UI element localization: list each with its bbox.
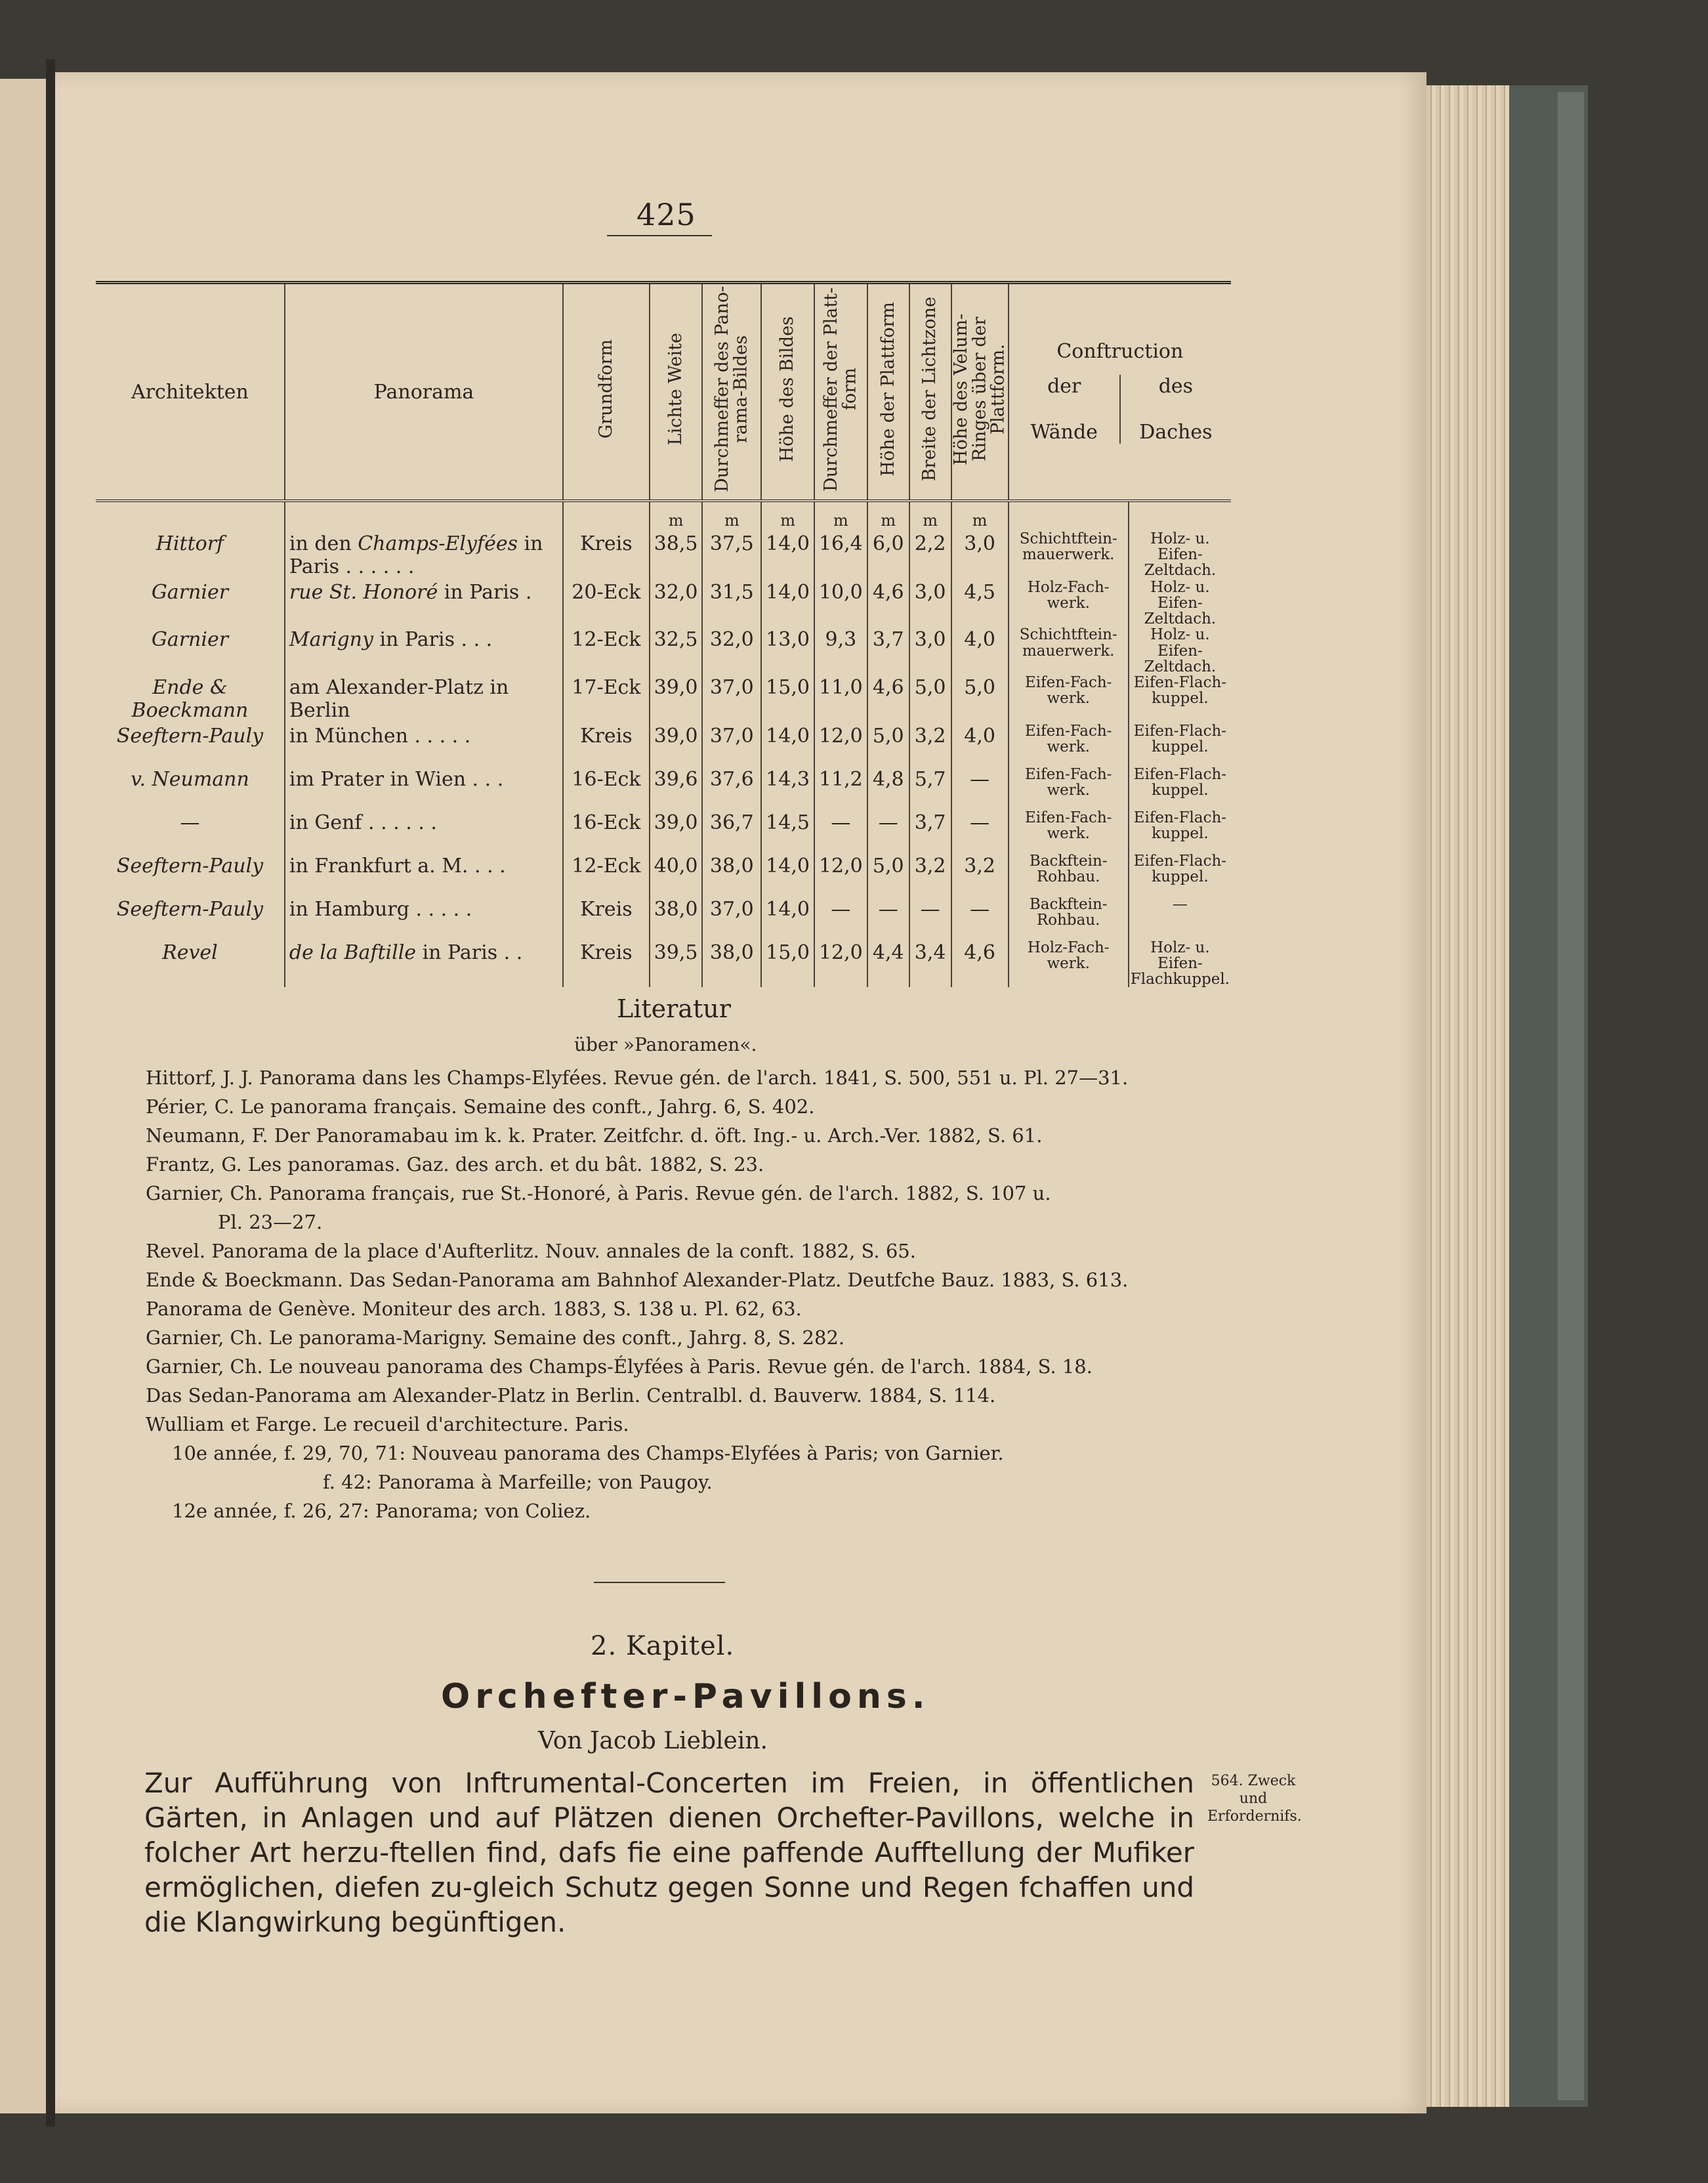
panorama-text: in Genf . . . . . .: [289, 811, 437, 834]
literatur-entry: Wulliam et Farge. Le recueil d'architecture. Paris.: [146, 1413, 629, 1435]
header-hoehe-bild: Höhe des Bildes: [761, 283, 814, 501]
grundform-cell: 17-Eck: [563, 675, 650, 723]
value-cell: 4,6: [951, 940, 1009, 987]
panorama-cell: [285, 723, 563, 767]
waende-cell: Backftein-Rohbau.: [1009, 853, 1129, 897]
value-cell: 38,0: [702, 853, 761, 897]
value-cell: 39,0: [650, 723, 703, 767]
book-gutter: [46, 59, 55, 2127]
grundform-cell: 16-Eck: [563, 810, 650, 853]
table-row: [96, 580, 1231, 627]
value-cell: 11,0: [814, 675, 867, 723]
grundform-cell: 20-Eck: [563, 580, 650, 627]
daches-cell: Holz- u. Eifen-Flachkuppel.: [1129, 940, 1231, 987]
value-cell: 39,5: [650, 940, 703, 987]
panorama-suffix: in Paris . . .: [373, 628, 493, 652]
daches-cell: Eifen-Flach-kuppel.: [1129, 810, 1231, 853]
panorama-italic: rue St. Honoré: [289, 581, 438, 604]
value-cell: 4,0: [951, 627, 1009, 674]
architect-cell: Hittorf: [156, 532, 224, 555]
waende-cell: Eifen-Fach-werk.: [1009, 723, 1129, 767]
panorama-cell: [285, 627, 563, 674]
value-cell: 4,4: [867, 940, 909, 987]
value-cell: 39,0: [650, 675, 703, 723]
unit-cell: m: [650, 501, 703, 531]
architect-cell: v. Neumann: [131, 767, 249, 791]
value-cell: —: [909, 897, 951, 940]
value-cell: 11,2: [814, 767, 867, 810]
value-cell: 32,0: [702, 627, 761, 674]
header-durchmesser-bild: Durchmeffer des Pano-rama-Bildes: [702, 283, 761, 501]
waende-cell: Schichtftein-mauerwerk.: [1009, 531, 1129, 580]
value-cell: —: [867, 810, 909, 853]
section-rule: [594, 1582, 725, 1583]
daches-cell: Eifen-Flach-kuppel.: [1129, 675, 1231, 723]
daches-cell: —: [1129, 897, 1231, 940]
table-row: [96, 723, 1231, 767]
waende-label: Wände: [1030, 421, 1098, 444]
value-cell: 31,5: [702, 580, 761, 627]
architect-cell: Seeftern-Pauly: [116, 854, 264, 878]
architect-cell: Revel: [162, 941, 218, 964]
literatur-entry: Pl. 23—27.: [218, 1211, 323, 1233]
panorama-cell: [285, 940, 563, 987]
panorama-cell: [285, 810, 563, 853]
panorama-cell: [285, 897, 563, 940]
value-cell: 3,7: [867, 627, 909, 674]
table-header-row: [96, 283, 1231, 501]
value-cell: 14,0: [761, 723, 814, 767]
value-cell: 13,0: [761, 627, 814, 674]
header-durchmesser-plattform: Durchmeffer der Platt-form: [814, 283, 867, 501]
grundform-cell: Kreis: [563, 531, 650, 580]
literatur-entry: Revel. Panorama de la place d'Aufterlitz. Nouv. annales de la conft. 1882, S. 65.: [146, 1240, 916, 1262]
panorama-cell: [285, 767, 563, 810]
value-cell: 3,7: [909, 810, 951, 853]
value-cell: 3,2: [909, 853, 951, 897]
value-cell: 12,0: [814, 940, 867, 987]
header-construction: [1009, 283, 1231, 501]
value-cell: 4,6: [867, 675, 909, 723]
value-cell: 5,0: [867, 853, 909, 897]
book-cover-edge: [1558, 92, 1584, 2100]
literatur-entry: Périer, C. Le panorama français. Semaine des conft., Jahrg. 6, S. 402.: [146, 1095, 815, 1118]
value-cell: 5,0: [951, 675, 1009, 723]
value-cell: 9,3: [814, 627, 867, 674]
unit-cell: m: [909, 501, 951, 531]
value-cell: 32,5: [650, 627, 703, 674]
header-hoehe-velum: Höhe des Velum-Ringes über der Plattform.: [951, 283, 1009, 501]
daches-cell: Holz- u. Eifen-Zeltdach.: [1129, 580, 1231, 627]
waende-cell: Eifen-Fach-werk.: [1009, 810, 1129, 853]
value-cell: 37,0: [702, 675, 761, 723]
header-grundform: Grundform: [563, 283, 650, 501]
page-number-rule: [607, 235, 712, 236]
daches-cell: Eifen-Flach-kuppel.: [1129, 853, 1231, 897]
architect-cell: Seeftern-Pauly: [116, 724, 264, 748]
chapter-author: Von Jacob Lieblein.: [538, 1727, 768, 1754]
value-cell: 5,0: [909, 675, 951, 723]
table-row: [96, 627, 1231, 674]
value-cell: 3,0: [909, 580, 951, 627]
literatur-entry: Ende & Boeckmann. Das Sedan-Panorama am Bahnhof Alexander-Platz. Deutfche Bauz. 1883, S. 613.: [146, 1269, 1129, 1291]
value-cell: —: [814, 897, 867, 940]
value-cell: 3,0: [951, 531, 1009, 580]
table-row: [96, 853, 1231, 897]
literatur-entry: Garnier, Ch. Le nouveau panorama des Champs-Élyfées à Paris. Revue gén. de l'arch. 1884, S. 18.: [146, 1355, 1093, 1378]
panorama-suffix: in Paris . . . . . .: [289, 532, 543, 578]
unit-row: [96, 501, 1231, 531]
panorama-suffix: in Paris .: [438, 581, 532, 604]
panorama-cell: [285, 853, 563, 897]
left-page-edge: [0, 79, 46, 2113]
literatur-title: Literatur: [617, 994, 731, 1023]
construction-label: Conftruction: [1056, 340, 1184, 363]
value-cell: 12,0: [814, 723, 867, 767]
value-cell: —: [951, 810, 1009, 853]
panorama-text: in Frankfurt a. M. . . .: [289, 854, 506, 878]
unit-cell: m: [761, 501, 814, 531]
value-cell: 38,0: [702, 940, 761, 987]
literatur-entry: Das Sedan-Panorama am Alexander-Platz in Berlin. Centralbl. d. Bauverw. 1884, S. 114.: [146, 1384, 996, 1407]
value-cell: 40,0: [650, 853, 703, 897]
value-cell: 2,2: [909, 531, 951, 580]
table-row: [96, 531, 1231, 580]
value-cell: 5,7: [909, 767, 951, 810]
grundform-cell: 12-Eck: [563, 853, 650, 897]
architect-cell: Seeftern-Pauly: [116, 897, 264, 921]
literatur-subtitle: über »Panoramen«.: [574, 1034, 757, 1055]
header-hoehe-plattform: Höhe der Plattform: [867, 283, 909, 501]
panorama-text: in München . . . . .: [289, 724, 471, 748]
grundform-cell: Kreis: [563, 723, 650, 767]
value-cell: 4,8: [867, 767, 909, 810]
literatur-entry: Garnier, Ch. Panorama français, rue St.-Honoré, à Paris. Revue gén. de l'arch. 1882, S. 107 u.: [146, 1182, 1051, 1204]
header-panorama: Panorama: [285, 283, 563, 501]
daches-label: Daches: [1139, 421, 1213, 444]
table-row: [96, 767, 1231, 810]
value-cell: 38,0: [650, 897, 703, 940]
panorama-cell: [285, 531, 563, 580]
value-cell: 14,0: [761, 531, 814, 580]
value-cell: 15,0: [761, 940, 814, 987]
value-cell: 15,0: [761, 675, 814, 723]
value-cell: —: [814, 810, 867, 853]
architect-cell: Garnier: [151, 628, 229, 652]
value-cell: —: [867, 897, 909, 940]
value-cell: 14,0: [761, 897, 814, 940]
panorama-italic: Champs-Elyfées: [358, 532, 518, 555]
grundform-cell: Kreis: [563, 897, 650, 940]
panorama-cell: [285, 580, 563, 627]
value-cell: 39,0: [650, 810, 703, 853]
literatur-entry: Panorama de Genève. Moniteur des arch. 1883, S. 138 u. Pl. 62, 63.: [146, 1298, 802, 1320]
margin-note: 564. Zweck und Erfordernifs.: [1207, 1773, 1302, 1825]
daches-cell: Eifen-Flach-kuppel.: [1129, 767, 1231, 810]
waende-cell: Holz-Fach-werk.: [1009, 940, 1129, 987]
value-cell: 6,0: [867, 531, 909, 580]
architect-cell: Garnier: [151, 581, 229, 604]
grundform-cell: 12-Eck: [563, 627, 650, 674]
value-cell: 4,0: [951, 723, 1009, 767]
waende-cell: Eifen-Fach-werk.: [1009, 767, 1129, 810]
value-cell: 37,6: [702, 767, 761, 810]
architect-cell: Ende & Boeckmann: [131, 675, 249, 722]
chapter-number: 2. Kapitel.: [591, 1631, 735, 1661]
header-breite-lichtzone: Breite der Lichtzone: [909, 283, 951, 501]
value-cell: —: [951, 897, 1009, 940]
value-cell: 3,2: [951, 853, 1009, 897]
value-cell: 5,0: [867, 723, 909, 767]
value-cell: 3,4: [909, 940, 951, 987]
value-cell: 3,0: [909, 627, 951, 674]
literatur-entry: Frantz, G. Les panoramas. Gaz. des arch. et du bât. 1882, S. 23.: [146, 1153, 764, 1176]
value-cell: 39,6: [650, 767, 703, 810]
value-cell: 4,6: [867, 580, 909, 627]
panorama-cell: [285, 675, 563, 723]
panorama-suffix: in Paris . .: [416, 941, 523, 964]
literatur-entry: 12e année, f. 26, 27: Panorama; von Coliez.: [172, 1500, 591, 1522]
des-label: des: [1158, 375, 1194, 398]
daches-cell: Eifen-Flach-kuppel.: [1129, 723, 1231, 767]
daches-cell: Holz- u. Eifen-Zeltdach.: [1129, 531, 1231, 580]
panorama-text: am Alexander-Platz in Berlin: [289, 675, 509, 722]
waende-cell: Holz-Fach-werk.: [1009, 580, 1129, 627]
unit-cell: m: [702, 501, 761, 531]
value-cell: 37,0: [702, 897, 761, 940]
literatur-entry: 10e année, f. 29, 70, 71: Nouveau panorama des Champs-Elyfées à Paris; von Garnier.: [172, 1442, 1004, 1464]
literatur-entry: Garnier, Ch. Le panorama-Marigny. Semaine des conft., Jahrg. 8, S. 282.: [146, 1326, 845, 1349]
value-cell: 36,7: [702, 810, 761, 853]
value-cell: 14,0: [761, 853, 814, 897]
grundform-cell: Kreis: [563, 940, 650, 987]
waende-cell: Schichtftein-mauerwerk.: [1009, 627, 1129, 674]
daches-cell: Holz- u. Eifen-Zeltdach.: [1129, 627, 1231, 674]
literatur-list: [146, 1063, 1222, 1525]
table-row: [96, 940, 1231, 987]
header-architekten: Architekten: [96, 283, 285, 501]
value-cell: 37,5: [702, 531, 761, 580]
value-cell: 38,5: [650, 531, 703, 580]
waende-cell: Backftein-Rohbau.: [1009, 897, 1129, 940]
literatur-entry: Neumann, F. Der Panoramabau im k. k. Prater. Zeitfchr. d. öft. Ing.- u. Arch.-Ver. 1882, S. 61.: [146, 1124, 1043, 1147]
grundform-cell: 16-Eck: [563, 767, 650, 810]
literatur-entry: Hittorf, J. J. Panorama dans les Champs-Elyfées. Revue gén. de l'arch. 1841, S. 500, 551 u. Pl. 27—31.: [146, 1067, 1129, 1089]
value-cell: 32,0: [650, 580, 703, 627]
value-cell: —: [951, 767, 1009, 810]
waende-cell: Eifen-Fach-werk.: [1009, 675, 1129, 723]
value-cell: 10,0: [814, 580, 867, 627]
page-number: 425: [636, 197, 696, 232]
unit-cell: m: [814, 501, 867, 531]
value-cell: 16,4: [814, 531, 867, 580]
value-cell: 12,0: [814, 853, 867, 897]
panorama-text: im Prater in Wien . . .: [289, 767, 504, 791]
chapter-paragraph: Zur Aufführung von Inftrumental-Concerten im Freien, in öffentlichen Gärten, in Anlagen und auf Plätzen dienen Orchefter-Pavillons, welche in folcher Art herzu-ftellen find, dafs fie eine paffende Aufftellung der Mufiker ermöglichen, diefen zu-gleich Schutz gegen Sonne und Regen fchaffen und die Klangwirkung begünftigen.: [144, 1767, 1194, 1938]
value-cell: 14,0: [761, 580, 814, 627]
panorama-italic: de la Baftille: [289, 941, 417, 964]
unit-cell: m: [867, 501, 909, 531]
panorama-italic: Marigny: [289, 628, 373, 652]
table-row: [96, 810, 1231, 853]
value-cell: 3,2: [909, 723, 951, 767]
der-label: der: [1047, 375, 1081, 398]
unit-cell: m: [951, 501, 1009, 531]
value-cell: 4,5: [951, 580, 1009, 627]
table-row: [96, 675, 1231, 723]
value-cell: 14,3: [761, 767, 814, 810]
architect-cell: —: [180, 811, 200, 834]
chapter-title: Orchefter-Pavillons.: [441, 1677, 930, 1716]
panorama-text: in den: [289, 532, 358, 555]
table-row: [96, 897, 1231, 940]
header-lichte-weite: Lichte Weite: [650, 283, 703, 501]
value-cell: 14,5: [761, 810, 814, 853]
panorama-text: in Hamburg . . . . .: [289, 897, 472, 921]
literatur-entry: f. 42: Panorama à Marfeille; von Paugoy.: [323, 1471, 713, 1493]
value-cell: 37,0: [702, 723, 761, 767]
panorama-table: [96, 281, 1231, 987]
